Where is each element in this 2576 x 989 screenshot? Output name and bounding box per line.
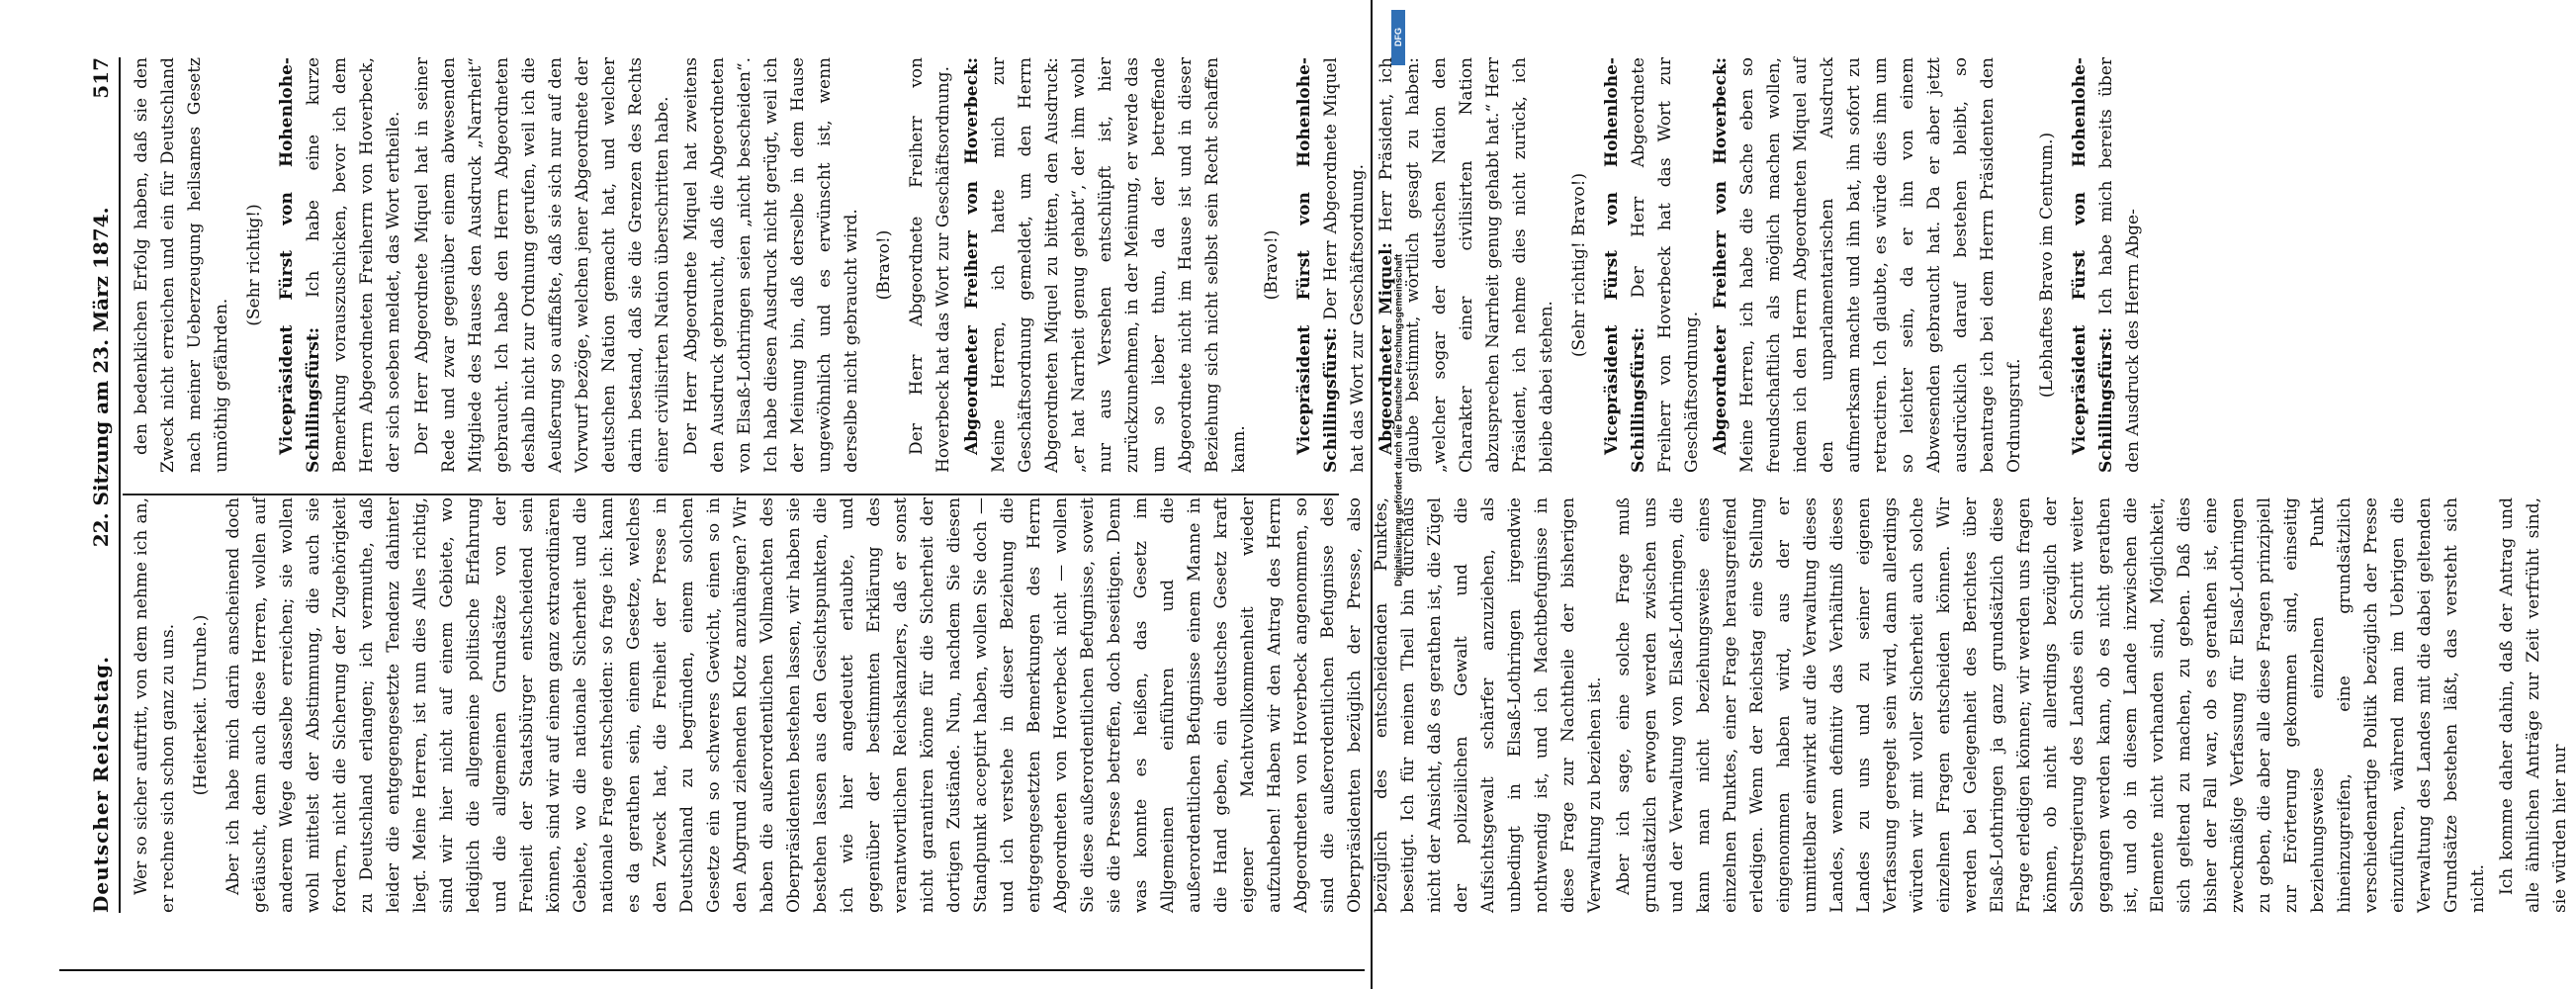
paragraph-text: den bedenklichen Erfolg haben, daß sie den Zweck nicht erreichen und ein für Deutschland nach meiner Ueberzeugung heilsames Gesetz unnöthig gefährden. <box>132 57 231 473</box>
interjection: (Bravo!) <box>874 229 894 301</box>
paragraph <box>678 57 865 473</box>
paragraph <box>221 497 1609 913</box>
speaker-name: Abgeordneter Freiherr von Hoverbeck: <box>1711 57 1731 455</box>
header-title: Deutscher Reichstag. <box>89 655 113 913</box>
paragraph-text: Ich habe eine kurze Bemerkung vorauszuschicken, bevor ich dem Herrn Abgeordneten Freiherrn von Hoverbeck, der sich soeben meldet, das Wort ertheile. <box>304 56 403 473</box>
paragraph-text: Aber ich habe mich darin anscheinend doch getäuscht, denn auch diese Herren, wollen auf anderem Wege dasselbe erreichen; sie wollen wohl mittelst der Abstimmung, die auch sie fordern, nicht die Sicherung der Zugehörigkeit zu Deutschland erlangen; ich vermuthe, daß leider die entgegengesetzte Tendenz dahinter liegt. Meine Herren, ist nun dies Alles richtig, sind wir hier nicht auf einem Gebiete, wo lediglich die allgemeine politische Erfahrung und die allgemeinen Grundsätze von der Freiheit der Staatsbürger entscheidend sein können, sind wir auf einem ganz extraordinären Gebiete, wo die nationale Sicherheit und die nationale Frage entscheiden: so frage ich: kann es da gerathen sein, einem Gesetze, welches den Zweck hat, die Freiheit der Presse in Deutschland zu begründen, einem solchen Gesetze ein so schweres Gewicht, einen so in den Abgrund ziehenden Klotz anzuhängen? Wir haben die außerordentlichen Vollmachten des Oberpräsidenten bestehen lassen, wir haben sie bestehen lassen aus den Gesichtspunkten, die ich wie hier angedeutet erlaubte, und gegenüber der bestimmten Erklärung des verantwortlichen Reichskanzlers, daß er sonst nicht garantiren könne für die Sicherheit der dortigen Zustände. Nun, nachdem Sie diesen Standpunkt acceptirt haben, wollen Sie doch — und ich verstehe in dieser Beziehung die entgegengesetzten Bemerkungen des Herrn Abgeordneten von Hoverbeck nicht — wollen Sie diese außerordentlichen Befugnisse, soweit sie die Presse betreffen, doch beseitigen. Denn was konnte es heißen, das Gesetz im Allgemeinen einführen und die außerordentlichen Befugnisse einem Manne in die Hand geben, ein deutsches Gesetz kraft eigener Machtvollkommenheit wieder aufzuheben! Haben wir den Antrag des Herrn Abgeordneten von Hoverbeck angenommen, so sind die außerordentlichen Befugnisse des Oberpräsidenten bezüglich der Presse, also bezüglich des entscheidenden Punktes, beseitigt. Ich für meinen Theil bin durchaus nicht der Ansicht, daß es gerathen ist, die Zügel der polizeilichen Gewalt und die Aufsichtsgewalt schärfer anzuziehen, als unbedingt in Elsaß-Lothringen irgendwie nothwendig ist, und ich Machtbefugnisse in diese Frage zur Nachtheile der bisherigen Verwaltung zu beziehen ist. <box>223 497 1605 913</box>
paragraph <box>129 57 235 473</box>
paragraph-text: Der Herr Abgeordnete Freiherr von Hoverbeck hat das Wort zur Geschäftsordnung. <box>907 57 953 473</box>
interjection: (Sehr richtig!) <box>244 204 264 326</box>
paragraph-text: Meine Herren, ich habe die Sache eben so freundschaftlich als möglich machen wollen, indem ich den Herrn Abgeordneten Miquel auf den unparlamentarischen Ausdruck aufmerksam machte und ihn bat, ihn sofort zu retractiren. Ich glaubte, es würde dies ihm um so leichter sein, da er ihn von einem Abwesenden gebraucht hat. Da er aber jetzt ausdrücklich darauf bestehen bleibt, so beantrage ich bei dem Herrn Präsidenten den Ordnungsruf. <box>1737 57 2024 473</box>
left-column <box>129 497 2576 913</box>
paragraph-text: Der Herr Abgeordnete Miquel hat in seiner Rede und zwar gegenüber einem abwesenden Mitgliede des Hauses den Ausdruck „Narrheit“ gebraucht. Ich habe den Herrn Abgeordneten deshalb nicht zur Ordnung gerufen, weil ich die Aeußerung so auffaßte, daß sie sich nur auf den Vorwurf bezöge, welchen jener Abgeordnete der deutschen Nation gemacht hat, und welcher darin bestand, daß sie die Grenzen des Rechts einer civilisirten Nation überschritten habe. <box>412 57 672 473</box>
page-number: 517 <box>89 57 113 99</box>
paragraph <box>1374 57 1560 473</box>
paragraph <box>904 57 957 473</box>
paragraph <box>1291 57 1372 473</box>
paragraph <box>409 57 676 473</box>
page-edge-bottom <box>59 969 1365 971</box>
paragraph <box>1599 57 1706 473</box>
paragraph-text: Herr Präsident, ich glaube bestimmt, wörtlich gesagt zu haben: „welcher sogar der deutschen Nation den Charakter einer civilisirten Nation abzusprechen Narrheit genug gehabt hat.“ Herr Präsident, ich nehme dies nicht zurück, ich bleibe dabei stehen. <box>1377 56 1556 473</box>
interjection: (Heiterkeit. Unruhe.) <box>191 614 211 796</box>
paragraph-text: Meine Herren, ich hatte mich zur Geschäftsordnung gemeldet, um den Herrn Abgeordneten Miquel zu bitten, den Ausdruck: „er hat Narrheit genug gehabt“, der ihm wohl nur aus Versehen entschlüpft ist, hier zurückzunehmen, in der Meinung, er werde das um so lieber thun, da der betreffende Abgeordnete nicht im Hause ist und in dieser Beziehung sich nicht selbst sein Recht schaffen kann. <box>989 57 1249 473</box>
paragraph <box>274 57 407 473</box>
paragraph <box>959 57 1253 473</box>
right-column <box>129 57 2149 473</box>
header-session: 22. Sitzung am 23. März 1874. <box>89 207 113 548</box>
speaker-name: Vicepräsident Fürst von Hohenlohe-Schillingsfürst: <box>1294 57 1341 473</box>
speaker-name: Vicepräsident Fürst von Hohenlohe-Schillingsfürst: <box>277 57 323 473</box>
digitization-note: Digitalisierung gefördert durch die Deutsche Forschungsgemeinschaft <box>1393 253 1405 587</box>
paragraph-text: Ich komme daher dahin, daß der Antrag und alle ähnlichen Anträge zur Zeit verfrüht sind, sie würden hier nur <box>2497 497 2570 913</box>
column-divider <box>123 494 1339 495</box>
speaker-name: Abgeordneter Miquel: <box>1377 231 1396 455</box>
paragraph <box>1708 57 2028 473</box>
paragraph-text: Der Herr Abgeordnete Miquel hat das Wort zur Geschäftsordnung. <box>1321 57 1368 473</box>
interjection: (Lebhaftes Bravo im Centrum.) <box>2037 132 2057 399</box>
speaker-name: Vicepräsident Fürst von Hohenlohe-Schillingsfürst: <box>2070 57 2116 473</box>
paragraph <box>2494 497 2574 913</box>
page-header <box>83 57 121 913</box>
speaker-name: Abgeordneter Freiherr von Hoverbeck: <box>962 57 982 455</box>
speaker-name: Vicepräsident Fürst von Hohenlohe-Schillingsfürst: <box>1602 57 1648 473</box>
paragraph-text: Der Herr Abgeordnete Freiherr von Hoverbeck hat das Wort zur Geschäftsordnung. <box>1629 57 1702 473</box>
interjection: (Bravo!) <box>1262 229 1282 301</box>
paragraph <box>1611 497 2492 913</box>
paragraph-text: Der Herr Abgeordnete Miquel hat zweitens den Ausdruck gebraucht, daß die Abgeordneten von Elsaß-Lothringen seien „nicht bescheiden“. Ich habe diesen Ausdruck nicht gerügt, weil ich der Meinung bin, daß derselbe in dem Hause ungewöhnlich und es erwünscht ist, wenn derselbe nicht gebraucht wird. <box>681 57 861 473</box>
paragraph <box>129 497 182 913</box>
paragraph-text: Wer so sicher auftritt, von dem nehme ich an, er rechne sich schon ganz zu uns. <box>132 497 178 913</box>
paragraph-text: Aber ich sage, eine solche Frage muß grundsätzlich erwogen werden zwischen uns und der Verwaltung von Elsaß-Lothringen, die kann man nicht beziehungsweise eines einzelnen Punktes, einer Frage herausgreifend erledigen. Wenn der Reichstag eine Stellung eingenommen haben wird, aus der er unmittelbar einwirkt auf die Verwaltung dieses Landes, wenn definitiv das Verhältniß dieses Landes zu uns und zu seiner eigenen Verfassung geregelt sein wird, dann allerdings würden wir mit voller Sicherheit auch solche einzelnen Fragen entscheiden können. Wir werden bei Gelegenheit des Berichtes über Elsaß-Lothringen ja ganz grundsätzlich diese Frage erledigen können; wir werden uns fragen können, ob nicht allerdings bezüglich der Selbstregierung des Landes ein Schritt weiter gegangen werden kann, ob es nicht gerathen ist, und ob in diesem Lande inzwischen die Elemente nicht vorhanden sind, Möglichkeit, sich geltend zu machen, zu geben. Daß dies bisher der Fall war, ob es gerathen ist, eine zweckmäßige Verfassung für Elsaß-Lothringen zu geben, die aber alle diese Fragen prinzipiell zur Erörterung gekommen sind, einseitig beziehungsweise einzelnen Punkt hineinzugreifen, eine grundsätzlich verschiedenartige Politik bezüglich der Presse einzuführen, während man im Uebrigen die Verwaltung des Landes mit die dabei geltenden Grundsätze bestehen läßt, das versteht sich nicht. <box>1614 497 2488 913</box>
paragraph-text: Ich habe mich bereits über den Ausdruck des Herrn Abge- <box>2096 56 2143 473</box>
interjection: (Sehr richtig! Bravo!) <box>1569 172 1589 358</box>
paragraph <box>2067 57 2147 473</box>
dfg-logo: DFG <box>1391 10 1405 65</box>
